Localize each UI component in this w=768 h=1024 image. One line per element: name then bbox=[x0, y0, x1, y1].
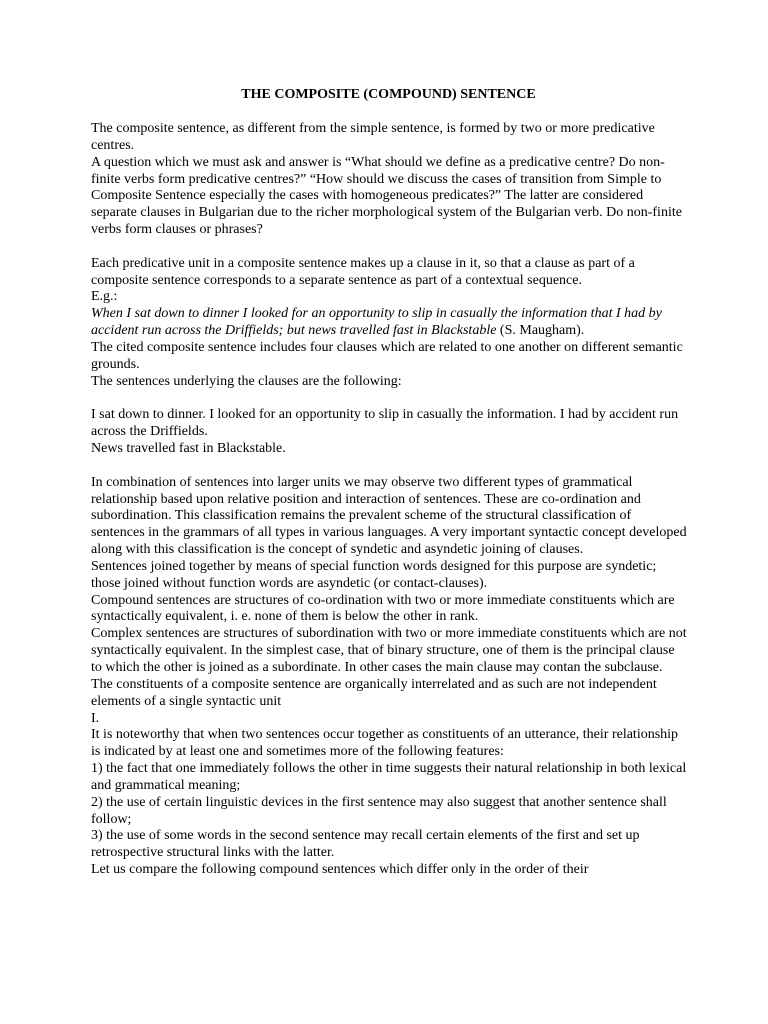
paragraph-1: The composite sentence, as different from the simple sentence, is formed by two or more predicative centres. bbox=[91, 121, 655, 153]
paragraph-10: Sentences joined together by means of special function words designed for this purpose are syndetic; those joined without function words are asyndetic (or contact-clauses). bbox=[91, 558, 657, 591]
paragraph-12: Complex sentences are structures of subordination with two or more immediate constituents which are not syntactically equivalent. In the simplest case, that of binary structure, one of them is the principal clause to which the other is joined as a subordinate. In other cases the main clause may contan the subclause. bbox=[91, 626, 687, 675]
paragraph-11: Compound sentences are structures of co-ordination with two or more immediate constituents which are syntactically equivalent, i. e. none of them is below the other in rank. bbox=[91, 592, 675, 625]
document-body bbox=[91, 121, 688, 879]
paragraph-13: The constituents of a composite sentence are organically interrelated and as such are not independent elements of a single syntactic unit bbox=[91, 676, 657, 709]
paragraph-5: The cited composite sentence includes four clauses which are related to one another on different semantic grounds. bbox=[91, 339, 683, 372]
paragraph-19: Let us compare the following compound sentences which differ only in the order of their bbox=[91, 862, 589, 878]
paragraph-15: It is noteworthy that when two sentences occur together as constituents of an utterance, their relationship is indicated by at least one and sometimes more of the following features: bbox=[91, 727, 679, 760]
example-quote: When I sat down to dinner I looked for an opportunity to slip in casually the information that I had by accident run across the Driffields; but news travelled fast in Blackstable bbox=[91, 306, 662, 339]
example-paragraph bbox=[91, 306, 688, 340]
blank-line bbox=[91, 239, 688, 256]
paragraph-7: I sat down to dinner. I looked for an opportunity to slip in casually the information. I had by accident run across the Driffields. bbox=[91, 407, 679, 440]
paragraph-9: In combination of sentences into larger units we may observe two different types of grammatical relationship based upon relative position and interaction of sentences. These are co-ordination and subordination. This classification remains the prevalent scheme of the structural classification of sentences in the grammars of all types in various languages. A very important syntactic concept developed along with this classification is the concept of syndetic and asyndetic joining of clauses. bbox=[91, 474, 687, 558]
blank-line bbox=[91, 391, 688, 408]
paragraph-4: E.g.: bbox=[91, 289, 118, 305]
list-item-1: 1) the fact that one immediately follows the other in time suggests their natural relationship in both lexical and grammatical meaning; bbox=[91, 761, 687, 793]
blank-line bbox=[91, 458, 688, 475]
paragraph-6: The sentences underlying the clauses are the following: bbox=[91, 373, 402, 389]
list-item-2: 2) the use of certain linguistic devices in the first sentence may also suggest that another sentence shall follow; bbox=[91, 794, 667, 827]
list-item-3: 3) the use of some words in the second sentence may recall certain elements of the first and set up retrospective structural links with the latter. bbox=[91, 828, 640, 861]
page-title: THE COMPOSITE (COMPOUND) SENTENCE bbox=[241, 87, 536, 102]
paragraph-2: A question which we must ask and answer is “What should we define as a predicative centre? Do non-finite verbs form predicative centres?” “How should we discuss the cases of transition from Simple to Composite Sentence especially the cases with homogeneous predicates?” The latter are considered separate clauses in Bulgarian due to the richer morphological system of the Bulgarian verb. Do non-finite verbs form clauses or phrases? bbox=[91, 154, 682, 238]
paragraph-3: Each predicative unit in a composite sentence makes up a clause in it, so that a clause as part of a composite sentence corresponds to a separate sentence as part of a contextual sequence. bbox=[91, 255, 635, 288]
paragraph-14: I. bbox=[91, 710, 100, 726]
paragraph-8: News travelled fast in Blackstable. bbox=[91, 441, 286, 457]
example-source: (S. Maugham). bbox=[496, 323, 585, 339]
